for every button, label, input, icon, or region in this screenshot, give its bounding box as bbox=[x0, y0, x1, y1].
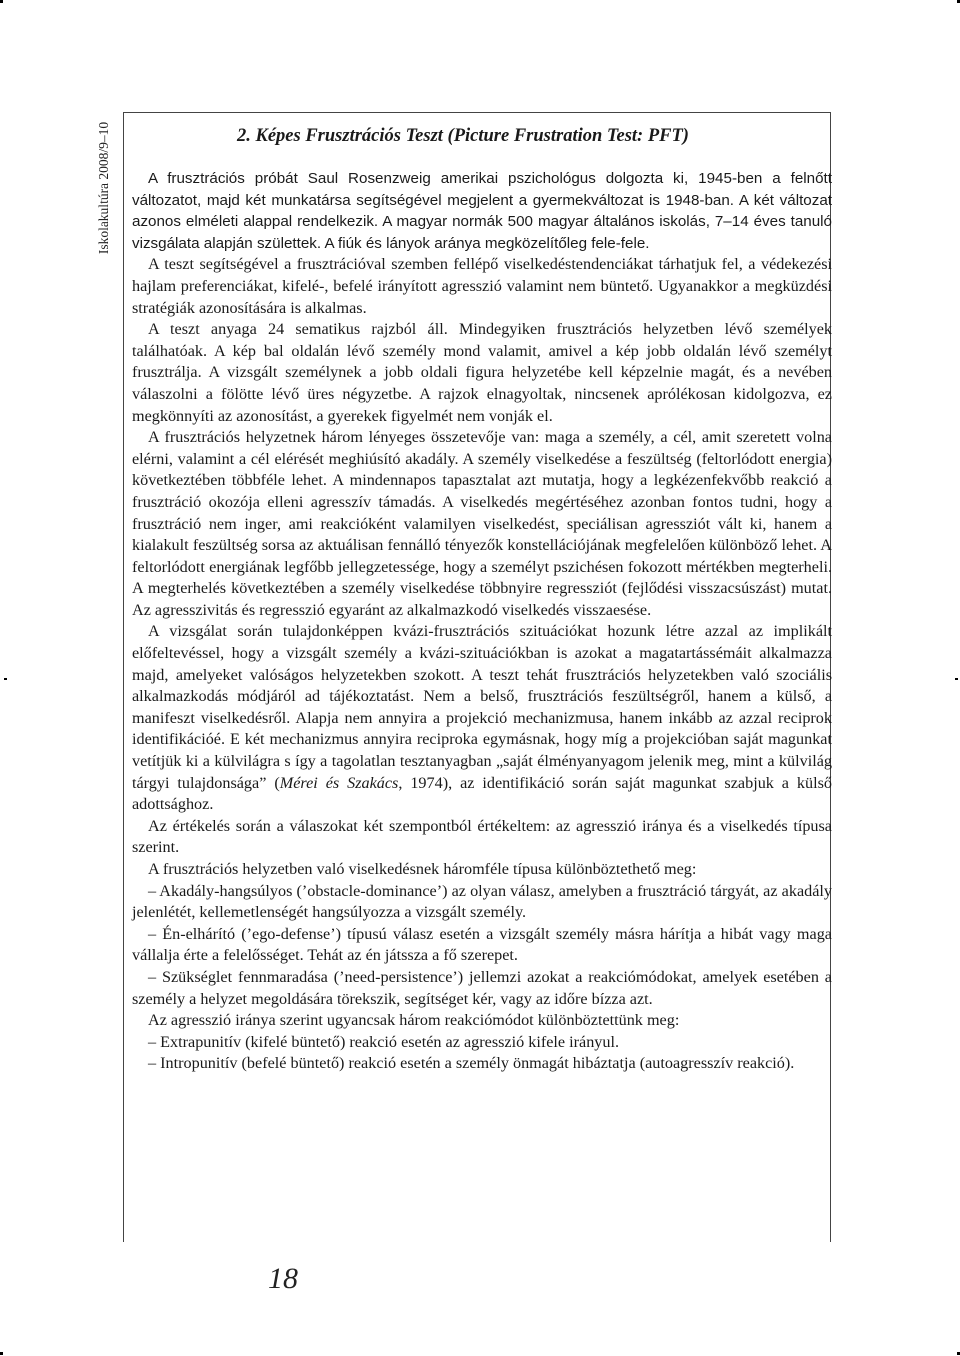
citation-authors: Mérei és Szakács bbox=[279, 773, 399, 792]
list-item: – Szükséglet fennmaradása (’need-persistence’) jellemzi azokat a reakciómódokat, amelyek esetében a személy a helyzet megoldására törekszik, segítséget kér, vagy az időre bízza azt. bbox=[132, 967, 832, 1008]
paragraph: A teszt anyaga 24 sematikus rajzból áll. Mindegyiken frusztrációs helyzetben lévő személyek találhatóak. A kép bal oldalán lévő személy mond valamit, amivel a kép jobb oldalán lévő személyt frusztrálja. A vizsgált személynek a jobb oldali figura helyzetébe kell képzelnie magát, és a nevében válaszolni a fölötte lévő üres négyzetbe. A rajzok elnagyoltak, nincsenek aprólékosan kidolgozva, ez megkönnyíti az azonosítást, a gyerekek figyelmét nem vonják el. bbox=[132, 320, 832, 425]
crop-mark-bottom-left bbox=[0, 1352, 3, 1355]
list-item: – Extrapunitív (kifelé büntető) reakció esetén az agresszió kifele irányul. bbox=[148, 1032, 620, 1051]
frame-top-rule bbox=[123, 112, 831, 113]
list-item: – Én-elhárító (’ego-defense’) típusú válasz esetén a vizsgált személy másra hárítja a hibát vagy maga vállalja érte a felelősséget. Tehát az én játssza a fő szerepet. bbox=[132, 924, 832, 965]
paragraph-text: , 1974), az identifikáció során saját magunkat szabjuk a külső adottsághoz. bbox=[132, 773, 832, 814]
crop-mark-right-middle bbox=[955, 678, 958, 680]
frame-left-rule bbox=[123, 112, 124, 1242]
list-item: – Intropunitív (befelé büntető) reakció esetén a személy önmagát hibáztatja (autoagresszív reakció). bbox=[148, 1054, 795, 1073]
crop-mark-top-left bbox=[0, 0, 3, 3]
running-head bbox=[96, 118, 112, 258]
paragraph-with-citation bbox=[132, 621, 832, 815]
article-body bbox=[132, 124, 832, 1075]
list-item: – Akadály-hangsúlyos (’obstacle-dominance’) az olyan válasz, amelyben a frusztráció tárgyát, az akadály jelenlétét, kellemetlenségét hangsúlyozza a vizsgált személy. bbox=[132, 881, 832, 922]
page-number: 18 bbox=[268, 1262, 298, 1295]
paragraph-text: A vizsgálat során tulajdonképpen kvázi-frusztrációs szituációkat hozunk létre azzal az implikált előfeltevéssel, hogy a vizsgált személy a kvázi-szituációkban is azokat a magatartássémáit alkalmazza majd, amelyeket valóságos helyzetekben szokott. A teszt tehát frusztrációs helyzetekben való szociális alkalmazkodás módjáról ad tájékoztatást. Nem a belső, frusztrációs feszültségről, hanem a külső, a manifeszt viselkedésről. Alapja nem annyira a projekció mechanizmusa, hanem inkább az azzal reciprok identifikációé. E két mechanizmus annyira reciproka egymásnak, hogy míg a projekcióban saját magunkat vetítjük ki a külvilágra s így a tagolatlan tesztanyagban „saját élményanyagom jelenik meg, mint a külvilág tárgyi tulajdonsága” ( bbox=[132, 622, 832, 792]
paragraph: A frusztrációs helyzetnek három lényeges összetevője van: maga a személy, a cél, amit szeretett volna elérni, valamint a cél elérését meghiúsító akadály. A személy viselkedése a feszültség (feltorlódott energia) következtében többféle lehet. A mindennapos tapasztalat azt mutatja, hogy a legkézenfekvőbb reakció a frusztráció okozója elleni agresszív támadás. A viselkedés megértéséhez azonban fontos tudni, hogy a frusztráció nem inger, ami reakcióként valamilyen viselkedést, speciálisan agressziót vált ki, hanem a kialakult feszültség sorsa az aktuálisan fennálló tényezők konstellációjának megfelelően különböző lehet. A feltorlódott energiának legfőbb jellegzetessége, hogy a személyt pszichésen fokozott mértékben megterheli. A megterhelés következtében a személy viselkedése többnyire regressziót (fejlődési visszacsúszást) mutat. Az agresszivitás és regresszió egyaránt az alkalmazkodó viselkedés visszaesése. bbox=[132, 428, 832, 619]
section-title: 2. Képes Frusztrációs Teszt (Picture Frustration Test: PFT) bbox=[237, 126, 689, 146]
paragraph: A frusztrációs próbát Saul Rosenzweig amerikai pszichológus dolgozta ki, 1945-ben a felnőtt változatot, majd két munkatársa segítségével megjelent a gyermekváltozat is 1948-ban. A két változat azonos elméleti alappal rendelkezik. A magyar normák 500 magyar általános iskolás, 7–14 éves tanuló vizsgálata alapján születtek. A fiúk és lányok aránya megközelítőleg fele-fele. bbox=[132, 170, 832, 252]
paragraph: Az agresszió iránya szerint ugyancsak három reakciómódot különböztettünk meg: bbox=[148, 1011, 680, 1030]
paragraph: Az értékelés során a válaszokat két szempontból értékeltem: az agresszió iránya és a viselkedés típusa szerint. bbox=[132, 816, 832, 857]
paragraph: A teszt segítségével a frusztrációval szemben fellépő viselkedéstendenciákat tárhatjuk fel, a védekezési hajlam preferenciákat, kifelé-, befelé irányított agresszió valamint nem büntető. Ugyanakkor a megküzdési stratégiák azonosítására is alkalmas. bbox=[132, 255, 832, 317]
paragraph: A frusztrációs helyzetben való viselkedésnek háromféle típusa különböztethető meg: bbox=[148, 860, 697, 878]
crop-mark-left-middle bbox=[4, 678, 7, 680]
running-head-text: Iskolakultúra 2008/9–10 bbox=[96, 121, 111, 255]
